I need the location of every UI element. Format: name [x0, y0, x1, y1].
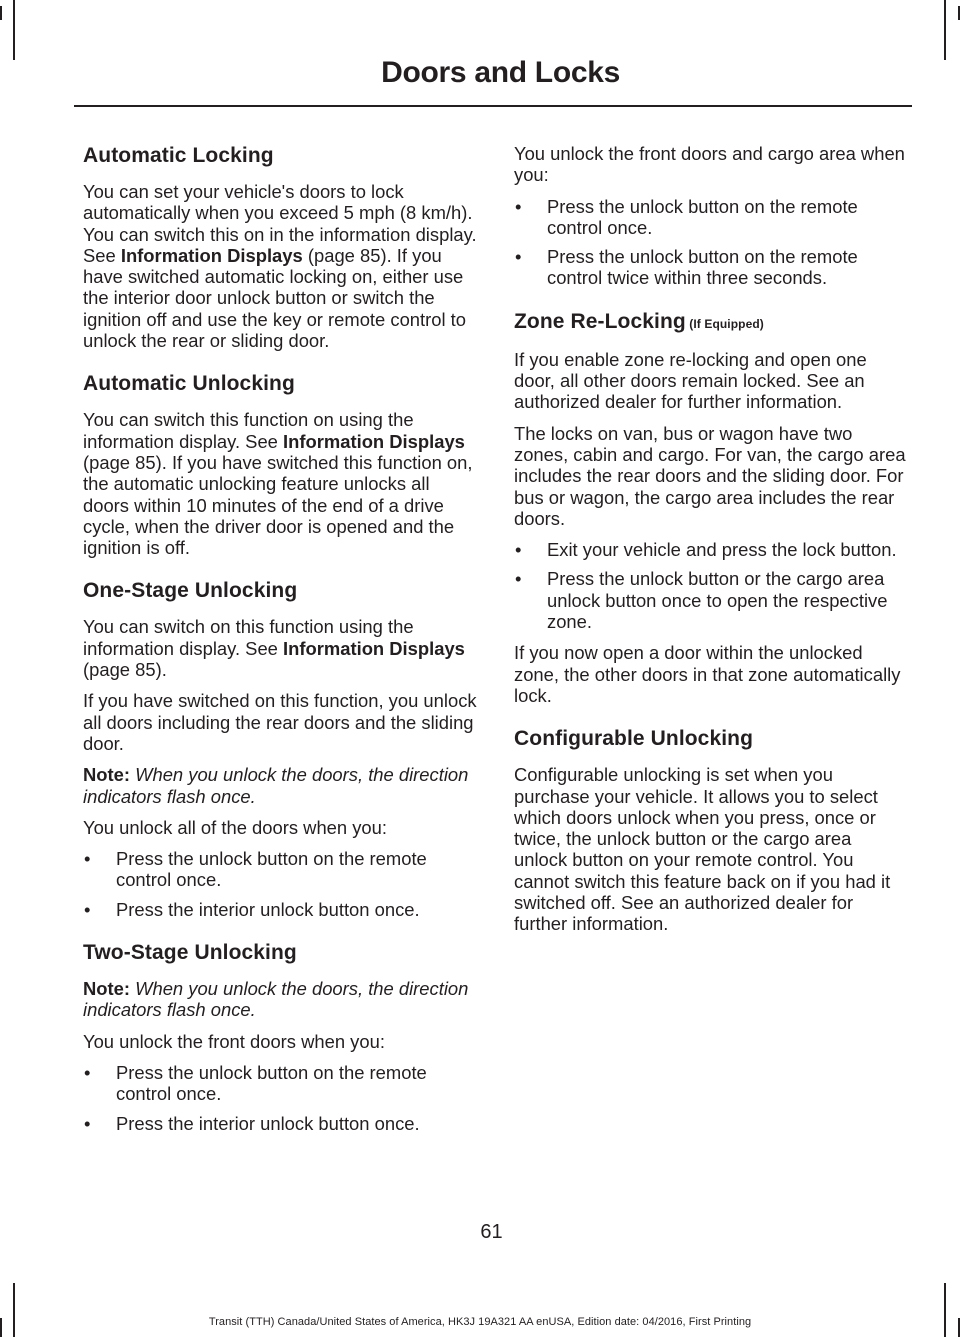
section-automatic-unlocking: [83, 371, 478, 558]
page-number: 61: [480, 1221, 503, 1243]
paragraph: If you now open a door within the unlocked zone, the other doors in that zone automatically lock.: [514, 642, 901, 706]
note-text: When you unlock the doors, the direction indicators flash once.: [83, 978, 469, 1021]
section-one-stage-unlocking: [83, 578, 478, 920]
paragraph: Configurable unlocking is set when you purchase your vehicle. It allows you to select which doors unlock when you press, once or twice, the unlock button or the cargo area unlock button on your remote control. You cannot switch this feature back on if you had it switched off. See an authorized dealer for further information.: [514, 764, 891, 935]
list-item: • Press the unlock button on the remote control once.: [83, 848, 478, 891]
note-label: Note:: [83, 764, 130, 786]
paragraph: You unlock the front doors when you:: [83, 1030, 385, 1052]
list-item: • Press the unlock button on the remote control twice within three seconds.: [514, 246, 909, 289]
text: (page 85). If you have switched this function on, the automatic unlocking feature unlocks all doors within 10 minutes of the end of a drive cycle, when the driver door is opened and the ignition is off.: [83, 451, 473, 559]
text: (page 85). If you have switched automatic locking on, either use the interior door unlock button or switch the ignition off and use the key or remote control to unlock the rear or sliding door.: [83, 244, 467, 352]
list-item: • Press the unlock button on the remote control once.: [514, 196, 909, 239]
paragraph: If you enable zone re-locking and open one door, all other doors remain locked. See an authorized dealer for further information.: [514, 348, 867, 413]
cross-reference-link[interactable]: Information Displays: [283, 430, 465, 452]
list-item: • Press the unlock button on the remote control once.: [83, 1062, 478, 1105]
section-heading: Automatic Unlocking: [83, 372, 295, 396]
paragraph: If you have switched on this function, you unlock all doors including the rear doors and the sliding door.: [83, 690, 477, 754]
page-title: Doors and Locks: [381, 56, 620, 89]
cross-reference-link[interactable]: Information Displays: [283, 637, 465, 659]
right-column: [514, 143, 909, 945]
paragraph: [83, 616, 478, 680]
paragraph: You unlock all of the doors when you:: [83, 816, 387, 838]
crop-mark: [13, 1283, 15, 1337]
footer-text: Transit (TTH) Canada/United States of America, HK3J 19A321 AA enUSA, Edition date: 04/2016, First Printing: [208, 1316, 752, 1328]
section-automatic-locking: [83, 143, 478, 351]
crop-mark: [958, 6, 960, 20]
note: [83, 978, 478, 1021]
list-item: • Press the interior unlock button once.: [83, 899, 478, 920]
section-two-stage-unlocking: [83, 940, 478, 1134]
list-item: • Press the unlock button or the cargo area unlock button once to open the respective zone.: [514, 568, 909, 632]
heading-qualifier: (If Equipped): [685, 316, 764, 331]
note: [83, 764, 478, 807]
text: (page 85).: [83, 659, 167, 681]
crop-mark: [13, 0, 15, 60]
crop-mark: [0, 6, 2, 20]
bullet-list: [514, 196, 909, 289]
left-column: [83, 143, 478, 1144]
bullet-list: [514, 539, 909, 632]
section-two-stage-continued: [514, 143, 909, 289]
heading-text: Zone Re-Locking: [514, 309, 686, 333]
section-configurable-unlocking: [514, 726, 909, 934]
text: You can switch this function on using the information display. See: [83, 409, 414, 452]
cross-reference-link[interactable]: Information Displays: [120, 244, 303, 266]
text: You can switch on this function using the information display. See: [83, 616, 414, 659]
crop-mark: [944, 0, 946, 60]
list-item: • Press the interior unlock button once.: [83, 1113, 478, 1134]
text: You can set your vehicle's doors to lock automatically when you exceed 5 mph (8 km/h). You can switch this on in the information display. See: [83, 181, 477, 266]
list-item: • Exit your vehicle and press the lock button.: [514, 539, 909, 560]
paragraph: The locks on van, bus or wagon have two zones, cabin and cargo. For van, the cargo area includes the rear doors and the sliding door. For bus or wagon, the cargo area includes the rear doors.: [514, 422, 906, 529]
section-zone-re-locking: [514, 309, 909, 706]
paragraph: [83, 409, 478, 558]
bullet-list: [83, 1062, 478, 1134]
paragraph: [83, 181, 478, 351]
bullet-list: [83, 848, 478, 920]
note-text: When you unlock the doors, the direction indicators flash once.: [83, 764, 469, 807]
section-heading: Two-Stage Unlocking: [83, 941, 297, 965]
header-divider: [74, 105, 912, 107]
note-label: Note:: [83, 978, 130, 1000]
paragraph: You unlock the front doors and cargo area when you:: [514, 143, 905, 186]
section-heading: [514, 309, 909, 337]
crop-mark: [944, 1283, 946, 1337]
section-heading: Configurable Unlocking: [514, 727, 754, 751]
section-heading: One-Stage Unlocking: [83, 579, 298, 603]
section-heading: Automatic Locking: [83, 144, 274, 167]
